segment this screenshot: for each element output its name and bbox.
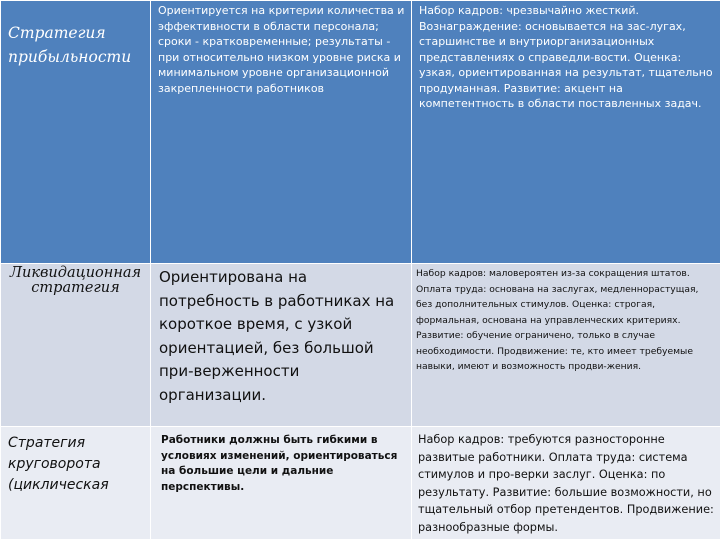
strategy-name: Стратегия круговорота (циклическая bbox=[8, 435, 109, 493]
strategy-name: Ликвидационная стратегия bbox=[9, 265, 142, 296]
orientation-text: Ориентирована на потребность в работниках на короткое время, с узкой ориентацией, без большой при-верженности организации. bbox=[159, 268, 395, 404]
table-row bbox=[1, 427, 720, 540]
strategy-name: Стратегия прибыльности bbox=[8, 24, 132, 66]
personnel-text: Набор кадров: требуются разносторонне развитые работники. Оплата труда: система стимулов и про-верки заслуг. Оценка: по результату. Развитие: большие возможности, но тщательный отбор претендентов. Продвижение: разнообразные формы. bbox=[418, 433, 714, 534]
strategy-cell bbox=[1, 264, 151, 427]
orientation-text: Работники должны быть гибкими в условиях изменений, ориентироваться на большие цели и дальние перспективы. bbox=[161, 434, 398, 493]
table-row bbox=[1, 1, 720, 264]
personnel-text: Набор кадров: маловероятен из-за сокращения штатов. Оплата труда: основана на заслугах, медленнорастущая, без дополнительных стимулов. Оценка: строгая, формальная, основана на управленческих критериях. Развитие: обучение ограничено, только в случае необходимости. Продвижение: те, кто имеет требуемые навыки, имеют и возможность продви-жения. bbox=[416, 268, 699, 372]
orientation-cell bbox=[151, 264, 412, 427]
orientation-text: Ориентируется на критерии количества и эффективности в области персонала; сроки - кратковременные; результаты - при относительно низком уровне риска и минимальном уровне организационной закрепленности работников bbox=[158, 4, 405, 95]
strategy-cell bbox=[1, 1, 151, 264]
orientation-cell bbox=[151, 427, 412, 540]
table-row bbox=[1, 264, 720, 427]
strategy-cell bbox=[1, 427, 151, 540]
personnel-cell bbox=[412, 1, 720, 264]
personnel-cell bbox=[412, 264, 720, 427]
orientation-cell bbox=[151, 1, 412, 264]
personnel-cell bbox=[412, 427, 720, 540]
personnel-text: Набор кадров: чрезвычайно жесткий. Вознаграждение: основывается на зас-лугах, старшинстве и внутриорганизационных представлениях о справедли-вости. Оценка: узкая, ориентированная на результат, тщательно продуманная. Развитие: акцент на компетентность в области поставленных задач. bbox=[419, 4, 713, 110]
